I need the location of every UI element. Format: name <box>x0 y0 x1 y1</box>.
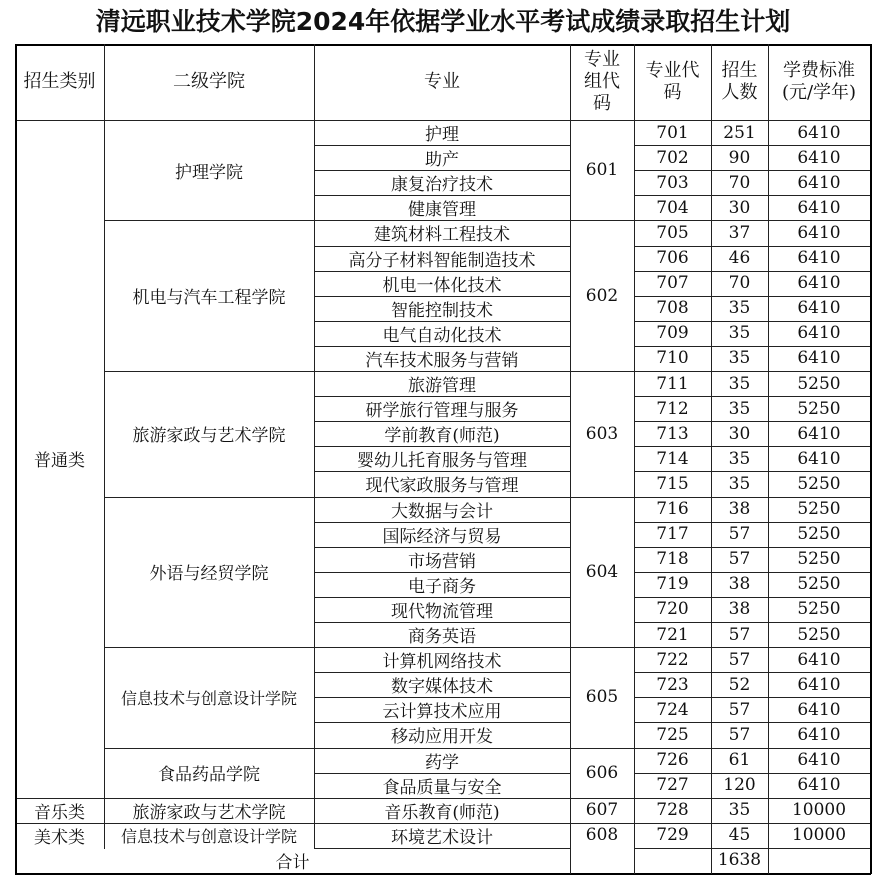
grid-line <box>634 296 871 297</box>
group-code-cell: 606 <box>585 762 619 783</box>
grid-line <box>634 547 871 548</box>
fee-cell: 6410 <box>797 348 841 369</box>
major-cell: 食品质量与安全 <box>382 777 502 798</box>
major-cell: 婴幼儿托育服务与管理 <box>357 451 527 472</box>
grid-line <box>634 271 871 272</box>
major-code-cell: 714 <box>656 448 689 469</box>
enroll-count-cell: 57 <box>728 649 751 670</box>
grid-line <box>314 44 315 849</box>
grid-line <box>314 346 571 347</box>
major-cell: 机电一体化技术 <box>382 275 502 296</box>
grid-line <box>314 722 571 723</box>
enroll-count-cell: 35 <box>728 398 751 419</box>
grid-line <box>634 346 871 347</box>
major-code-cell: 716 <box>656 499 689 520</box>
header-major: 专业 <box>424 71 460 92</box>
grid-line <box>634 246 871 247</box>
college-cell: 外语与经贸学院 <box>149 564 269 585</box>
enroll-count-cell: 35 <box>728 448 751 469</box>
enroll-count-cell: 70 <box>728 172 751 193</box>
grid-line <box>314 396 571 397</box>
major-code-cell: 703 <box>656 172 689 193</box>
group-code-cell: 605 <box>585 687 619 708</box>
grid-line <box>570 647 635 648</box>
grid-line <box>15 823 871 824</box>
major-cell: 国际经济与贸易 <box>382 526 502 547</box>
major-code-cell: 712 <box>656 398 689 419</box>
header-line: 招生 <box>721 60 758 81</box>
grid-line <box>314 547 571 548</box>
major-cell: 高分子材料智能制造技术 <box>348 250 536 271</box>
grid-line <box>15 798 871 799</box>
fee-cell: 10000 <box>791 825 847 846</box>
fee-cell: 6410 <box>797 750 841 771</box>
fee-cell: 6410 <box>797 775 841 796</box>
grid-line <box>314 321 571 322</box>
major-cell: 药学 <box>425 752 459 773</box>
major-code-cell: 717 <box>656 524 689 545</box>
major-code-cell: 707 <box>656 273 689 294</box>
fee-cell: 6410 <box>797 298 841 319</box>
major-code-cell: 723 <box>656 674 689 695</box>
header-line: 码 <box>593 93 611 114</box>
major-code-cell: 713 <box>656 423 689 444</box>
major-cell: 建筑材料工程技术 <box>374 225 510 246</box>
enroll-count-cell: 37 <box>728 222 751 243</box>
grid-line <box>314 421 571 422</box>
fee-cell: 6410 <box>797 273 841 294</box>
grid-line <box>314 271 571 272</box>
enroll-count-cell: 35 <box>728 298 751 319</box>
major-cell: 汽车技术服务与营销 <box>365 350 519 371</box>
grid-line <box>104 44 105 849</box>
major-cell: 研学旅行管理与服务 <box>365 401 519 422</box>
college-cell: 信息技术与创意设计学院 <box>120 688 297 708</box>
enroll-count-cell: 70 <box>728 273 751 294</box>
major-code-cell: 710 <box>656 348 689 369</box>
grid-line <box>314 170 571 171</box>
header-college: 二级学院 <box>173 71 245 92</box>
grid-line <box>314 848 571 849</box>
major-code-cell: 729 <box>656 825 689 846</box>
fee-cell: 5250 <box>797 524 841 545</box>
enroll-count-cell: 57 <box>728 624 751 645</box>
enroll-count-cell: 35 <box>728 373 751 394</box>
header-category: 招生类别 <box>23 71 96 92</box>
grid-line <box>634 497 871 498</box>
enroll-count-cell: 90 <box>728 147 751 168</box>
fee-cell: 5250 <box>797 373 841 394</box>
major-code-cell: 726 <box>656 750 689 771</box>
fee-cell: 5250 <box>797 549 841 570</box>
grid-line <box>104 748 571 749</box>
grid-line <box>314 672 571 673</box>
enroll-count-cell: 38 <box>728 499 751 520</box>
major-code-cell: 728 <box>656 800 689 821</box>
enroll-count-cell: 35 <box>728 348 751 369</box>
grid-line <box>314 446 571 447</box>
fee-cell: 6410 <box>797 674 841 695</box>
major-code-cell: 705 <box>656 222 689 243</box>
grid-line <box>634 748 871 749</box>
grid-line <box>15 873 871 875</box>
fee-cell: 6410 <box>797 147 841 168</box>
grid-line <box>634 572 871 573</box>
grid-line <box>634 421 871 422</box>
grid-line <box>314 572 571 573</box>
header-line: 人数 <box>721 82 758 103</box>
major-cell: 健康管理 <box>408 200 476 221</box>
major-cell: 旅游管理 <box>408 376 476 397</box>
major-code-cell: 715 <box>656 473 689 494</box>
college-cell: 旅游家政与艺术学院 <box>132 802 286 823</box>
enroll-count-cell: 30 <box>728 197 751 218</box>
header-line: 专业 <box>584 49 620 70</box>
grid-line <box>711 44 712 874</box>
major-cell: 学前教育(师范) <box>384 426 500 447</box>
grid-line <box>570 44 571 874</box>
fee-cell: 5250 <box>797 499 841 520</box>
grid-line <box>104 371 571 372</box>
college-cell: 信息技术与创意设计学院 <box>120 826 297 846</box>
enroll-count-cell: 35 <box>728 800 751 821</box>
major-code-cell: 706 <box>656 248 689 269</box>
category-cell: 普通类 <box>34 451 85 472</box>
grid-line <box>104 220 571 221</box>
fee-cell: 6410 <box>797 699 841 720</box>
grid-line <box>634 622 871 623</box>
major-cell: 商务英语 <box>408 627 476 648</box>
college-cell: 护理学院 <box>175 162 243 183</box>
grid-line <box>768 44 769 874</box>
grid-line <box>314 597 571 598</box>
major-cell: 智能控制技术 <box>391 300 493 321</box>
header-group-code <box>570 44 634 120</box>
major-cell: 电气自动化技术 <box>382 325 502 346</box>
grid-line <box>634 220 871 221</box>
grid-line <box>634 321 871 322</box>
major-cell: 数字媒体技术 <box>391 677 493 698</box>
total-count: 1638 <box>717 850 762 871</box>
major-code-cell: 720 <box>656 599 689 620</box>
major-code-cell: 701 <box>656 122 689 143</box>
major-cell: 康复治疗技术 <box>391 175 493 196</box>
group-code-cell: 604 <box>585 561 619 582</box>
grid-line <box>314 773 571 774</box>
enroll-count-cell: 52 <box>728 674 751 695</box>
grid-line <box>634 471 871 472</box>
group-code-cell: 602 <box>585 285 619 306</box>
grid-line <box>634 396 871 397</box>
total-label: 合计 <box>275 852 310 873</box>
fee-cell: 6410 <box>797 448 841 469</box>
major-code-cell: 711 <box>656 373 689 394</box>
major-cell: 环境艺术设计 <box>391 827 493 848</box>
enroll-count-cell: 30 <box>728 423 751 444</box>
grid-line <box>634 647 871 648</box>
grid-line <box>634 170 871 171</box>
grid-line <box>570 748 635 749</box>
grid-line <box>314 622 571 623</box>
major-code-cell: 702 <box>656 147 689 168</box>
major-cell: 计算机网络技术 <box>382 652 502 673</box>
grid-line <box>634 848 871 849</box>
major-code-cell: 724 <box>656 699 689 720</box>
major-code-cell: 725 <box>656 724 689 745</box>
grid-line <box>104 647 571 648</box>
enroll-count-cell: 57 <box>728 549 751 570</box>
grid-line <box>314 296 571 297</box>
grid-line <box>634 446 871 447</box>
grid-line <box>634 697 871 698</box>
grid-line <box>15 120 871 121</box>
header-line: (元/学年) <box>781 82 857 103</box>
enroll-count-cell: 38 <box>728 574 751 595</box>
grid-line <box>634 44 635 874</box>
major-cell: 护理 <box>425 125 459 146</box>
grid-line <box>634 145 871 146</box>
grid-line <box>314 145 571 146</box>
header-line: 专业代 <box>645 60 700 81</box>
major-code-cell: 721 <box>656 624 689 645</box>
fee-cell: 10000 <box>791 800 847 821</box>
page-title: 清远职业技术学院2024年依据学业水平考试成绩录取招生计划 <box>95 7 791 36</box>
major-cell: 音乐教育(师范) <box>384 802 500 823</box>
enroll-count-cell: 46 <box>728 248 751 269</box>
enroll-count-cell: 38 <box>728 599 751 620</box>
group-code-cell: 608 <box>585 825 619 846</box>
header-fee <box>768 44 870 120</box>
grid-line <box>634 722 871 723</box>
major-cell: 电子商务 <box>408 576 476 597</box>
enroll-count-cell: 45 <box>728 825 751 846</box>
fee-cell: 6410 <box>797 197 841 218</box>
major-code-cell: 704 <box>656 197 689 218</box>
major-cell: 移动应用开发 <box>391 727 493 748</box>
grid-line <box>314 246 571 247</box>
grid-line <box>104 497 571 498</box>
header-line: 学费标准 <box>783 60 855 81</box>
fee-cell: 6410 <box>797 323 841 344</box>
group-code-cell: 603 <box>585 423 619 444</box>
grid-line <box>15 44 871 46</box>
header-enroll <box>711 44 768 120</box>
fee-cell: 5250 <box>797 398 841 419</box>
fee-cell: 5250 <box>797 599 841 620</box>
group-code-cell: 607 <box>585 800 619 821</box>
grid-line <box>314 195 571 196</box>
grid-line <box>570 371 635 372</box>
major-cell: 助产 <box>425 150 459 171</box>
grid-line <box>870 44 872 874</box>
major-code-cell: 719 <box>656 574 689 595</box>
enroll-count-cell: 57 <box>728 724 751 745</box>
enroll-count-cell: 120 <box>723 775 756 796</box>
enroll-count-cell: 35 <box>728 473 751 494</box>
grid-line <box>15 44 17 874</box>
major-code-cell: 708 <box>656 298 689 319</box>
major-cell: 现代家政服务与管理 <box>365 476 519 497</box>
grid-line <box>570 497 635 498</box>
grid-line <box>314 522 571 523</box>
fee-cell: 6410 <box>797 172 841 193</box>
header-line: 组代 <box>584 71 620 92</box>
grid-line <box>634 597 871 598</box>
grid-line <box>634 195 871 196</box>
grid-line <box>314 697 571 698</box>
enroll-count-cell: 35 <box>728 323 751 344</box>
grid-line <box>634 773 871 774</box>
enroll-count-cell: 61 <box>728 750 751 771</box>
college-cell: 机电与汽车工程学院 <box>132 288 286 309</box>
category-cell: 音乐类 <box>34 802 85 823</box>
grid-line <box>570 220 635 221</box>
fee-cell: 6410 <box>797 248 841 269</box>
college-cell: 旅游家政与艺术学院 <box>132 426 286 447</box>
grid-line <box>314 471 571 472</box>
grid-line <box>634 522 871 523</box>
fee-cell: 5250 <box>797 473 841 494</box>
fee-cell: 5250 <box>797 574 841 595</box>
fee-cell: 6410 <box>797 222 841 243</box>
enroll-count-cell: 251 <box>723 122 756 143</box>
fee-cell: 6410 <box>797 724 841 745</box>
grid-line <box>634 672 871 673</box>
major-code-cell: 727 <box>656 775 689 796</box>
group-code-cell: 601 <box>585 160 619 181</box>
major-code-cell: 722 <box>656 649 689 670</box>
major-cell: 云计算技术应用 <box>382 702 502 723</box>
category-cell: 美术类 <box>34 827 85 848</box>
major-cell: 大数据与会计 <box>391 501 493 522</box>
college-cell: 食品药品学院 <box>158 765 260 786</box>
header-line: 码 <box>663 82 682 103</box>
enroll-count-cell: 57 <box>728 524 751 545</box>
grid-line <box>634 371 871 372</box>
major-cell: 现代物流管理 <box>391 601 493 622</box>
enroll-count-cell: 57 <box>728 699 751 720</box>
fee-cell: 6410 <box>797 423 841 444</box>
fee-cell: 6410 <box>797 649 841 670</box>
major-code-cell: 709 <box>656 323 689 344</box>
major-code-cell: 718 <box>656 549 689 570</box>
fee-cell: 5250 <box>797 624 841 645</box>
header-major-code <box>634 44 711 120</box>
fee-cell: 6410 <box>797 122 841 143</box>
major-cell: 市场营销 <box>408 551 476 572</box>
